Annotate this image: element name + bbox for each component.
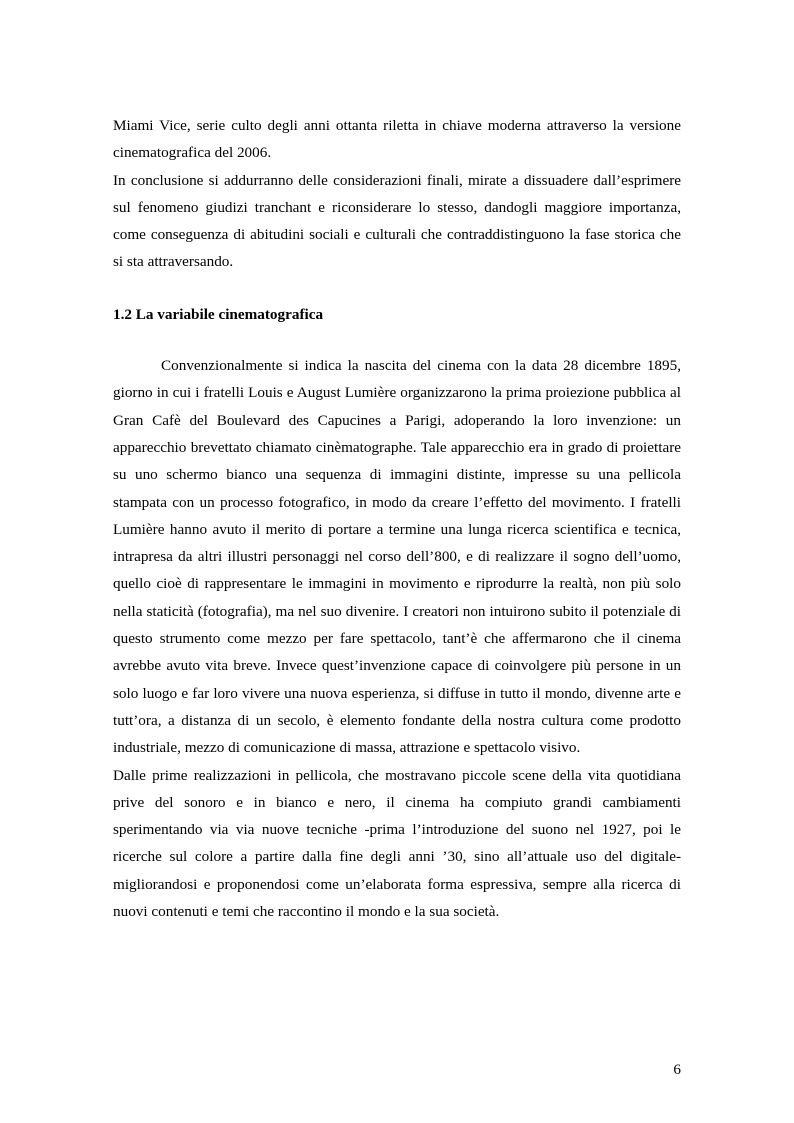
- page-content: [113, 112, 681, 925]
- paragraph-intro-1: Miami Vice, serie culto degli anni ottanta riletta in chiave moderna attraverso la versione cinematografica del 2006.: [113, 117, 681, 162]
- spacer-before-heading: [113, 276, 681, 301]
- spacer-after-heading: [113, 328, 681, 352]
- paragraph-body-1: Convenzionalmente si indica la nascita del cinema con la data 28 dicembre 1895, giorno in cui i fratelli Louis e August Lumière organizzarono la prima proiezione pubblica al Gran Cafè del Boulevard des Capucines a Parigi, adoperando la loro invenzione: un apparecchio brevettato chiamato cinèmatographe. Tale apparecchio era in grado di proiettare su uno schermo bianco una sequenza di immagini distinte, impresse su una pellicola stampata con un processo fotografico, in modo da creare l’effetto del movimento. I fratelli Lumière hanno avuto il merito di portare a termine una lunga ricerca scientifica e tecnica, intrapresa da altri illustri personaggi nel corso dell’800, e di realizzare il sogno dell’uomo, quello cioè di rappresentare le immagini in movimento e riprodurre la realtà, non più solo nella staticità (fotografia), ma nel suo divenire. I creatori non intuirono subito il potenziale di questo strumento come mezzo per fare spettacolo, tant’è che affermarono che il cinema avrebbe avuto vita breve. Invece quest’invenzione capace di coinvolgere più persone in un solo luogo e far loro vivere una nuova esperienza, si diffuse in tutto il mondo, divenne arte e tutt’ora, a distanza di un secolo, è elemento fondante della nostra cultura come prodotto industriale, mezzo di comunicazione di massa, attrazione e spettacolo visivo.: [113, 357, 681, 757]
- paragraph-body-2: Dalle prime realizzazioni in pellicola, che mostravano piccole scene della vita quotidiana prive del sonoro e in bianco e nero, il cinema ha compiuto grandi cambiamenti sperimentando via via nuove tecniche -prima l’introduzione del suono nel 1927, poi le ricerche sul colore a partire dalla fine degli anni ’30, sino all’attuale uso del digitale- migliorandosi e proponendosi come un’elaborata forma espressiva, sempre alla ricerca di nuovi contenuti e temi che raccontino il mondo e la sua società.: [113, 766, 681, 921]
- paragraph-intro-2: In conclusione si addurranno delle considerazioni finali, mirate a dissuadere dall’esprimere sul fenomeno giudizi tranchant e riconsiderare lo stesso, dandogli maggiore importanza, come conseguenza di abitudini sociali e culturali che contraddistinguono la fase storica che si sta attraversando.: [113, 171, 681, 271]
- page-number: 6: [673, 1061, 681, 1078]
- section-heading: 1.2 La variabile cinematografica: [113, 305, 324, 323]
